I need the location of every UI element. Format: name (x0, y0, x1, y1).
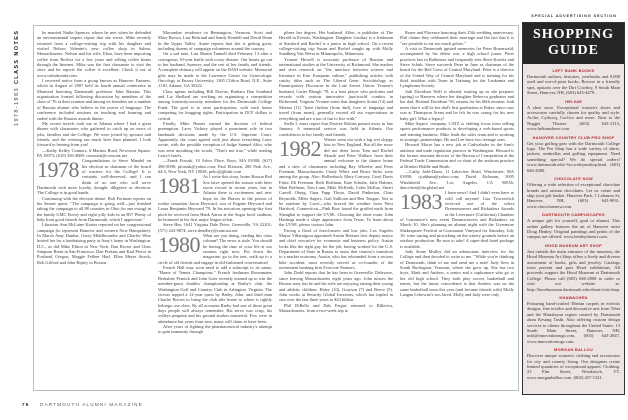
note-text: As I write this story, home Boston Red Sox have opened the season with their worst record in recent years, but in Atlanta there is excitement and new hope for the Braves in the person of rookie sensation Jason Heyward, son of Eugene Heyward and Laura Benjamin Heyward '79. In his notorious opening-day first pitch he received from Hank Aaron at the Sugar bowl stadium, he homered in his first major league at-bat. (158, 174, 272, 223)
shop-name: HELIUM (565, 98, 582, 104)
note-paragraph (279, 121, 393, 137)
note-paragraph (37, 196, 151, 223)
note-paragraph (400, 249, 514, 297)
shop-name: LEFT BANK BOOKS (552, 68, 595, 73)
shop-name: HOOD MUSEUM ART SHOP (544, 242, 603, 248)
shopping-guide (522, 22, 625, 395)
note-text: My recent travels took me to Atlanta where I had a great dinner with classmates who gathered to catch up on news of jobs, families and the College. We were joined by spouses and friends, and the evening ran much later than planned. I look forward to hearing from you! (37, 120, 151, 148)
note-paragraph (158, 121, 272, 158)
note-paragraph (37, 78, 151, 121)
shop-listing (527, 68, 620, 96)
note-paragraph (279, 57, 393, 121)
note-text: he married Nadin Spencer, whom he met when he defended an environmental impact report that she wrote. Mike recently returned from a college-visiting trip with his daughter and visited Nelson Valentin's new coffee shop in Salem, Massachusetts. Nelson and his wife, Eliza, have been importing coffee from Bolivia for a few years and selling coffee beans through the Internet. Mike was the first classmate to visit the store and he reports the coffee is excellent. Check it out at www.calesdorada.com. (37, 30, 151, 78)
note-text: Judi Davidson Wolf is already starting up as she prepares (spring) to Hanover where her daughter Rebecca graduates and her dad, Richard Davidson '50, returns for his 60th reunion. Judi notes that it will be her dad's first graduation at Baker, since ours was at Thompson Arena and he felt he was caring for his new baby girl. What a legacy! (400, 88, 514, 121)
note-paragraph (279, 270, 393, 302)
title-line-2: GUIDE (548, 43, 599, 58)
note-text: Stella I. must report that Desiree Robins passed away in late January. A memorial service was held in Atlanta. Our condolences to her family and friends. (279, 120, 393, 137)
class-year-heading: 1978 (37, 158, 79, 183)
title-line-1: SHOPPING (532, 27, 615, 42)
shop-listings (523, 64, 624, 385)
class-notes-body (33, 25, 519, 391)
class-years: 1978-1983 (14, 87, 20, 127)
note-paragraph (37, 121, 151, 148)
note-text: A visit to Dartmouth ignited memories for Peter Rosenwald, accompanied by his eldest son, a high school junior. Peter practices law in Baltimore and frequently sees Sheri Kravitz and Steve Schuh. Steve succeeds Peter in June as chairman of the board for the Red Cross of Central Maryland. Peter is a director of the United Way of Central Maryland and is training for his third triathlon with Team in Training for the Leukemia and Lymphoma Society. (400, 46, 514, 89)
shop-listing (527, 176, 620, 209)
class-year-entry (37, 158, 151, 195)
note-paragraph (400, 30, 514, 46)
note-text: John Dodd reports that he has been in Greenville, Delaware, since leaving Massachusetts eight years ago. John misses the Boston area, but he and his wife are enjoying raising their young and athletic children: Haley (10), Grayson (7) and Reece (5). John works at Security Global Investors, which has tripled in size over the last three years to $24 billion. (279, 270, 393, 303)
shop-description: Just outside the main entrance of the museum, the Hood Museum Art Shop offers a lively and diverse assortment of books, gifts and jewelry. Catalogs from present and past Hood exhibitions. All proceeds support the Hood Museum at Dartmouth College. Please call (603) 646-2808 to order or visit our website at: http://hoodmuseum.dartmouth.edu/about/visit/shop. (527, 248, 621, 292)
note-paragraph (158, 158, 272, 174)
note-text: I received notice from a group known as Hanover Partners, which in August of 2007 held its fourth annual conference in Montreal honoring Dartmouth professor John Rassias. This organization formed following discussion by members of the class of '76 at their reunion and among its founders are a number of Rassias alumni who believe in the power of language. The conference included sessions on teaching and learning and ended with the Rassias awards dinner. (37, 78, 151, 121)
note-text: —Cathy Judd-Dunn, 11 Lakeview Road, Winchester, MA 01890; cjuddunn@yahoo.com; David Eichman, 3005 Windsheild Ave., Los Angeles, CA 90036; dnecohen@sbcglobal.net (400, 168, 514, 190)
section-name: CLASS NOTES (14, 30, 20, 85)
note-text: Mike Sapers' company, CATZ is shifting focus from selling sports performance products to developing a web-based sports and training business. Mike leads the sales team and is working in strategic partnerships. He and Lee have two teenage sons. (400, 120, 514, 142)
note-paragraph (37, 30, 151, 78)
note-text: French Hall may soon need to add a subscript to its name, "Home of Tennis Champions." French freshman Roommates Berkshire Pernick and John Grier recently teamed up to win the member-guest doubles championship at Barby's club, the Washington Golf and Country Club in Arlington, Virginia. The victors topped a 12-year quest by Barby, John, and third man Charlie Brown to bring the club title home to where it rightly belongs: our class. By all accounts Barby had one of those great days people will always remember. His serve was crisp, his volleys pinpoint and his ground strokes masterful. Few were in attendance but years from now, many will claim to have been. (158, 265, 272, 324)
note-paragraph (158, 30, 272, 51)
shop-description: Featuring hand-crafted Tibetan carpets in eclectic designs, fine textiles and decorative arts from Tibet and the Himalayan region created by Dartmouth alum Kesang Tashi. Also offering custom design services to clients throughout the United States. 13 South Main Street, Hanover, NH, info@innovationrugs.com, (603) 643-2847, www.innovationrugs.com. (527, 301, 620, 344)
note-text: Howard Morse has a new job at Cadwalader in the firm's antitrust and trade regulation practice in Washington. Howard is the former assistant director of the Bureau of Competition at the Federal Trade Commission and co-chair of the antitrust practice at Drinker Biddle and Reath. (400, 142, 514, 169)
note-text: Congratulations to Steve Mandel on his election as chairman of the board of trustees for the College! It is certainly well-deserved, and I can think of no one who will serve Dartmouth with more loyalty, thought, diligence or devotion. The College is in good hands. (37, 158, 151, 196)
class-year-entry (400, 190, 514, 249)
shop-description: Dartmouth authors, histories, yearbooks and 9,000 used and out-of-print books. Browse in a friendly spot, upstairs over the Dirt Cowboy, 9 South Main Street, Hanover, NH, (603) 643-4479. (527, 74, 620, 96)
notes-column-1 (37, 30, 151, 386)
shop-listing (527, 135, 620, 173)
note-paragraph (37, 148, 151, 159)
class-year-heading: 1980 (158, 233, 200, 258)
note-text: Phil DiBello and Deb Fergus returned to Billerica, Massachusetts, from a two-week trip to (279, 302, 393, 313)
note-paragraph (158, 265, 272, 324)
note-text: Facing a flood of foreclosures and lost jobs, Los Angeles Mayor Villaraigosa appointed Austin Beutner first deputy mayor and chief executive for economic and business policy. Austin looks like the right guy for the job, having worked for the U.S. Department of State in Russia to assist that country's transition to a market economy. Austin, who has rebounded from a serious bike accident, most recently served as co-founder of the investment banking firm Evercore Partners. (279, 227, 393, 271)
note-text: Macomber residence in Bennington, Vermont. Scott and Mary Brown, Lisa Bertrand and Sandy Rendell and David Dunn in the Upper Valley. Annie reports that she is getting great, including dozens of campaign volunteers around the country. (158, 30, 272, 52)
shop-listing (527, 347, 620, 380)
shop-name: DARTMOUTH CAMPUSCAPES (542, 212, 605, 218)
note-paragraph (158, 324, 272, 335)
note-text: Winter went out with a big wet sloppy kiss in New England. But all the snow did not deter hosts Tom and Rachel Skuzik and Peter Wallace from their annual welcome to the chance home and a slew of classmates including Ray Wheeler and Peter Freeman, Massachusetts. Cindy White and Bruce Stiles were among the group. Also: Bollenbach, Mary Conway, Carol Davis Fiske, Eli Freeman, Beth Hoffman, Kate Schultz, Julie Hakner, Matt Hoffman, Tom Lane, Mike McKeith, Colin McKay, Sherri Carroll Oberg, Gina Papp Thom, David Pinkerton, Chris Reynolds, Miles Sagers, Gail Sullivan and Ben Tongue. Not to be outdone by Carol—who braved the weather from West Hartford, Connecticut—Pink Bow found the gruffed earth from Shanghai to support the UVSE. Choosing the short route, John Hastings made a slope appearance from Texas. To learn about the UVSE, please contact John. (279, 136, 393, 228)
note-text: —Kathy Kelley Connors, 6 Martins Road, Newtown Square, PA 19073; (610) 356-4889; connorsk@comcast.net (37, 147, 151, 158)
notes-column-2 (158, 30, 272, 386)
magazine-name: DARTMOUTH ALUMNI MAGAZINE (40, 402, 143, 407)
shop-listing (527, 212, 620, 240)
note-text: Rome and Florence honoring their 25th wedding anniversary. Phil claims they celebrated their marriage and the fact that it is "see possible to eat too much gelato." (400, 30, 514, 46)
note-paragraph (400, 142, 514, 169)
class-year-entry (279, 137, 393, 228)
note-paragraph (158, 222, 272, 233)
section-side-label (14, 30, 26, 230)
note-text: plines her degree. Her husband, Allen, is publisher of The Herald in Everett, Washington. Daughter Lindsay is a freshman at Stanford and Rachel is a junior in high school. On a recent college-visiting trip Susan and Rachel caught up with Molly Sundberg Van Wetra in Minneapolis, Minnesota. (279, 30, 393, 57)
note-text: I have news! And I didn't even have to cold call anyone! Lisa Triwoerlich received one of the select Dreamweavers and Risktakers Awards at the Livermore (California) Chamber of Commerce's new event Dreamweavers and Risktakers on March 10. She's planning an alumni night with the Livermore Shakespeare Festival at Concannon Vineyard for Saturday, July 10: wine tasting and picnicking on the winery grounds before an outdoor production. Be sure to take! A super-deal hotel package is available. (400, 190, 514, 249)
shop-description: A unique gift for yourself, grad or alumni. This online gallery features the art of Hanover artist Doug Henley. Original paintings and prints of the campus are offered. www.henleyfineart.com. (527, 218, 620, 240)
note-paragraph (400, 89, 514, 121)
note-paragraph (37, 222, 151, 265)
shop-description: Offering a wide selection of exceptional chocolate brands and artisan chocolates. Let us create and ship your gift basket. Hanover Park, 1 Lebanon St, Hanover, NH, (603) 643-9031. www.chocolatenow.com. (527, 182, 620, 209)
class-year-entry (158, 233, 272, 265)
note-paragraph (279, 303, 393, 314)
shop-description: Discover unique women's clothing and accessories for city and country living. Our designers create limited quantities of exceptional apparel. Clothing. 23 Elm Street, Woodstock, VT. www.morganballou.com. (802) 457-1321. (527, 353, 620, 380)
note-text: Class agents including Bill Dorcas, Barbara Dau Southard and Liz Shellard are working on organizing a competition among fraternity/sorority members for the Dartmouth College Fund. The goal is to raise participation, with each house competing for bragging rights. Participation in DCF dollars is critical. (158, 88, 272, 121)
page-number: 76 (22, 402, 30, 407)
shop-description: A shoe store. Exceptional women's shoes and accessories carefully chosen for quality and style. Arche, Cydwoq, Coclico and more. Next to the Nugget Theater. (603) 643-1313, www.heliumshoes.com. (527, 104, 620, 132)
class-year-heading: 1981 (158, 174, 200, 199)
shopping-guide-title (523, 23, 624, 64)
note-text: After years of fighting the pharmaceutical industry's attempt to gain immunity through (158, 323, 272, 335)
shop-listing (527, 99, 620, 132)
note-paragraph (400, 169, 514, 190)
note-text: Librarian Ann McLaine Kuster reported on her congressional campaign (to represent Hanover and western New Hampshire). In March Amy Dunbar, Gerry Middlecombe and Charles Wise hosted her for a fundraising party at Amy's home in Washington, D.C., as did Mike Eliton in New York, Dan Rector and Chris Simpson Brent in San Francisco, Dan Perkins and Karl Pierce in Portland, Oregon, Maggie Fellner Hurl, Ellen Meyer Strack, Rob Gifford and John Ripley in Boston. (37, 222, 151, 265)
notes-column-4 (400, 30, 514, 386)
shop-name: CHOCOLATE NOW (554, 176, 593, 182)
shop-listing (527, 243, 620, 292)
note-text: What are you doing, reading this class column? The news is stale. You should be having the time of your life at our reunion right now. Put down the magazine, go to the tent, walk up to a circle of old friends and engage in old-fashioned conversation! (158, 233, 272, 265)
class-year-heading: 1982 (279, 136, 321, 161)
note-text: Judy Stone Mulloy did an admissions interview for the College and then decided to write to me. "While you're thinking of Dartmouth, think of me and send me a note! Judy lives in South Burlington, Vermont, where she grew up. She has two boys, Mark and Andrew, a senior and a sophomore who go to her old high school. They both play soccer, basketball and tennis, but the funny coincidence is that Andrew was on the same basketball team this year (and became friends with) Molly Langan Lebowitz's son Jared. Molly and Judy were only (400, 249, 514, 297)
shop-listing (527, 295, 620, 344)
shop-name: KHAWACHEN (559, 295, 588, 300)
note-text: On a sad note, Lisa Martin Tunnell died February 13 after a courageous 10-year battle with ovary disease. Our hearts go out to her husband, Spencer, and the rest of her family and friends. A complete obituary will appear on the DAM website. Memorial gifts may be made to the Lawrence Center for Gynecologic Oncology at Emory University, 1365 Clifton Road, N.E., Suite 1130, Atlanta, GA 30322. (158, 51, 272, 89)
note-text: Yvonne Howell is associate professor of Russian and international studies at the University of Richmond. She teaches and does research on "the interface between science and literature in East European culture," publishing articles with catchy titles such as The Liberal Gene: Sociobiology as Emancipatory Discourse in the Late Soviet Union. Yvonne's husband, Carter Blough '78, is a bass player who performs and records with various innovative jazz/world combos in Richmond, Virginia. Yvonne notes that daughters Sonia (14) and Marina (11) "have rhythm (from dad), love of language and travel (from mom), generally exceed all our expectations in everything and are a ton of fun to live with." (279, 56, 393, 121)
note-paragraph (400, 121, 514, 142)
class-year-heading: 1983 (400, 190, 442, 215)
notes-column-3 (279, 30, 393, 386)
note-text: —Frank Fossuk, 10 Arbor Place, Boys, MA 01000; (617) 286-5098; pfossuk@yahoo.com; Paul Eliotsen, 200 Park Ave., #4-5, New York, NY 10028; pelio@jjlfink.com (158, 158, 272, 174)
shop-name: MORGAN BALLOU (554, 347, 593, 353)
note-paragraph (279, 30, 393, 57)
note-paragraph (158, 89, 272, 121)
note-paragraph (158, 51, 272, 88)
note-text: Steve Hey, 1641 Virginia Dale Drive, Greenville, VA 22201; (571) 243-9874; steve.dendhey@comcast.net (158, 222, 272, 233)
note-text: Continuing with the election theme, Rob Portman reports on his Senate quest: "The campaign is going well—just finished taking the campaign to all 88 counties in Ohio (in one swing) in the family GMC Envoy and eight jolly kids in an RV! Plenty of help from good friends from Dartmouth, which I appreciate." (37, 195, 151, 223)
advertising-section-label: SPECIAL ADVERTISING SECTION (531, 14, 617, 18)
note-text: Finally, Mike Romer earned the doctrine of federal preemption. Larry Vickery played a prominent role in two landmark decisions made by the U.S. Supreme Court. Apparently, the court agreed with just about everything Larry wrote, with the possible exception of Judge Samuel Alito, who was seen mouthing the words, "That's not true," while reading Larry's briefs. (158, 120, 272, 158)
shop-description: Get your golfing gear with the Dartmouth College logo. The Pro Shop has a wide variety of shirts, jackets, umbrellas and golfing equipment. Need something special? We do special orders! www.dartmouth.edu/~hccweb/proshop.html. (603) 646-2000. (527, 140, 620, 173)
shop-name: HANOVER COUNTRY CLUB PRO SHOP (532, 134, 615, 140)
note-paragraph (279, 228, 393, 271)
page-footer (22, 402, 143, 407)
note-paragraph (400, 46, 514, 89)
class-year-entry (158, 174, 272, 222)
